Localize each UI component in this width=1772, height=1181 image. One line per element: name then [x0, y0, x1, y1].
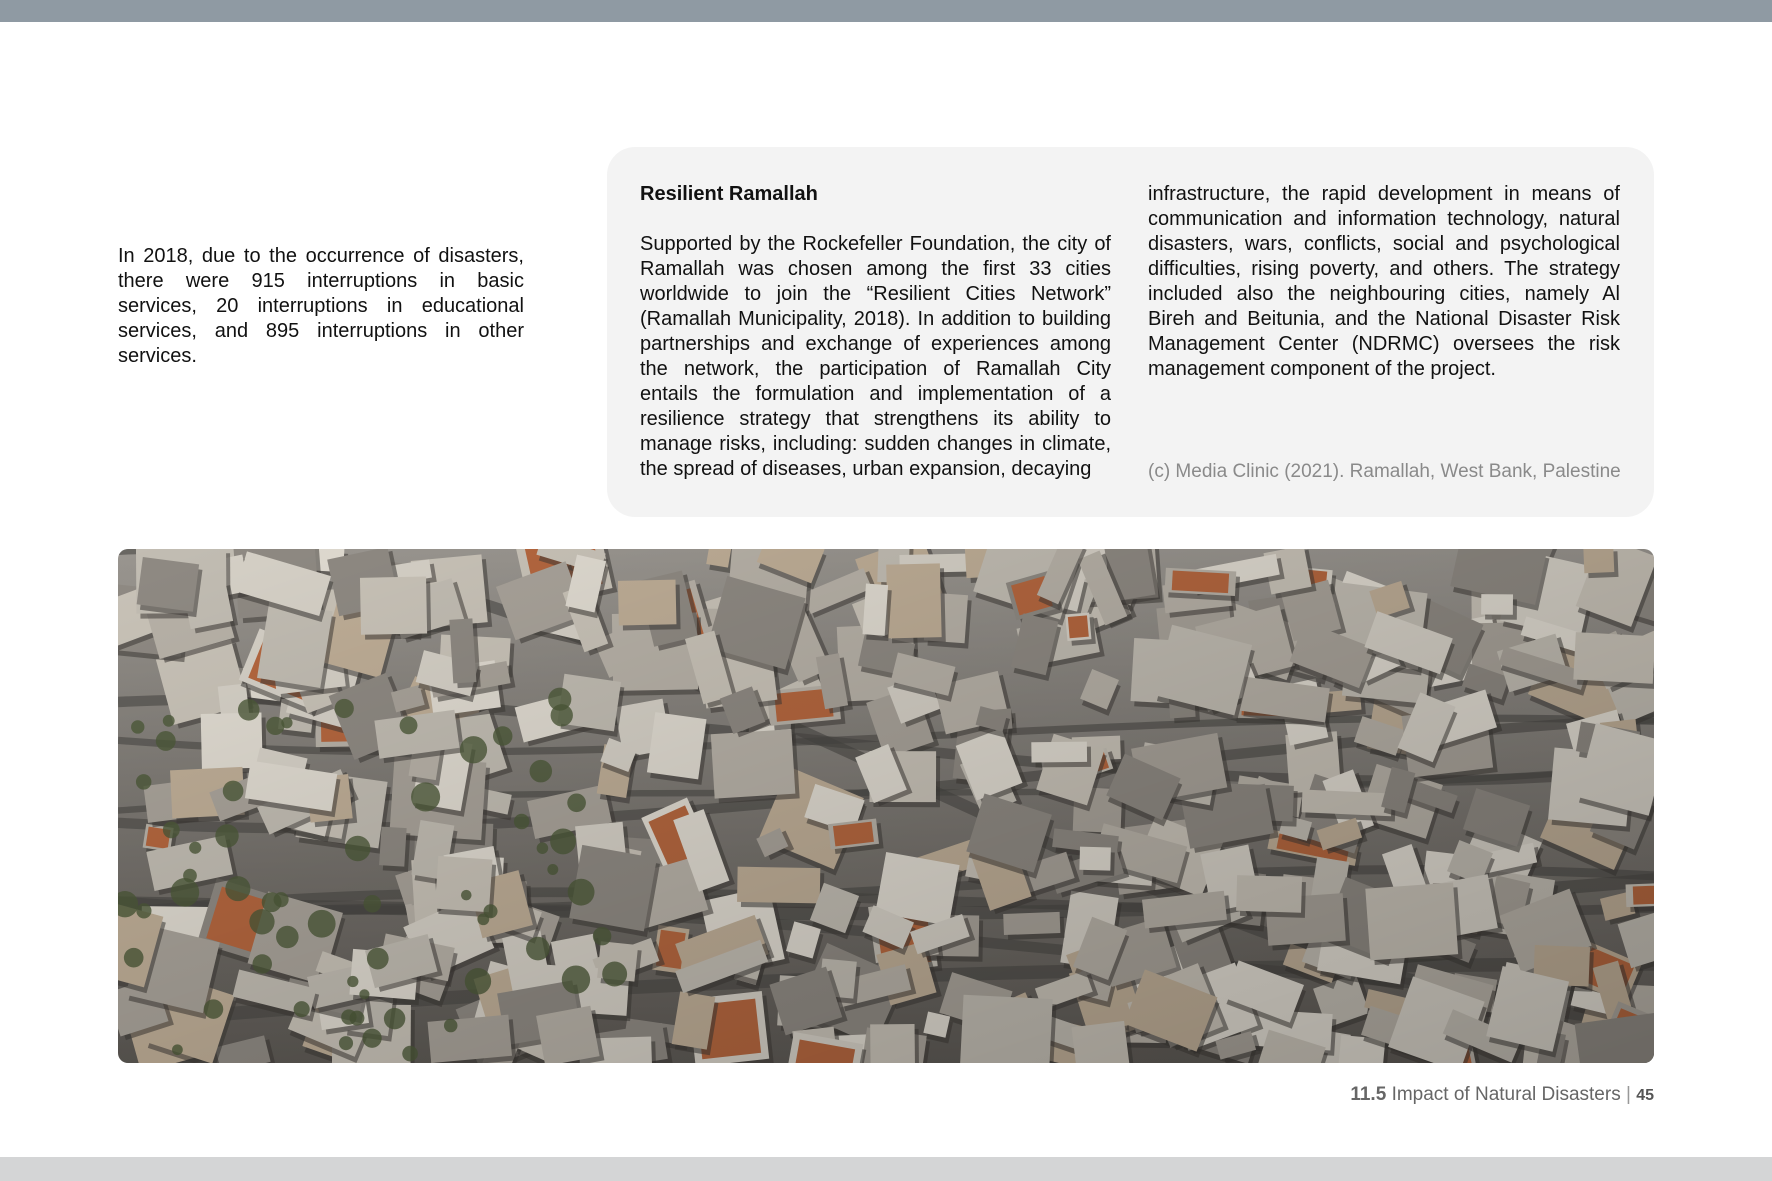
footer-title: Impact of Natural Disasters [1391, 1084, 1621, 1105]
box-left-column [640, 182, 1111, 482]
bottom-color-bar [0, 1157, 1772, 1181]
top-color-bar [0, 0, 1772, 22]
footer-section-number: 11.5 [1350, 1084, 1387, 1105]
intro-paragraph: In 2018, due to the occurrence of disasters, there were 915 interruptions in basic services, 20 interruptions in educational services, and 895 interruptions in other services. [118, 245, 524, 367]
photo-credit: (c) Media Clinic (2021). Ramallah, West Bank, Palestine [1148, 461, 1621, 482]
aerial-city-photo [118, 549, 1654, 1063]
box-body-right: infrastructure, the rapid development in means of communication and information technology, natural disasters, wars, conflicts, social and psychological difficulties, rising poverty, and others. The strategy included also the neighbouring cities, namely Al Bireh and Beitunia, and the National Disaster Risk Management Center (NDRMC) oversees the risk management component of the project. [1148, 183, 1620, 380]
box-body-left: Supported by the Rockefeller Foundation, the city of Ramallah was chosen among the first 33 cities worldwide to join the “Resilient Cities Network” (Ramallah Municipality, 2018). In addition to building partnerships and exchange of experiences among the network, the participation of Ramallah City entails the formulation and implementation of a resilience strategy that strengthens its ability to manage risks, including: sudden changes in climate, the spread of diseases, urban expansion, decaying [640, 233, 1111, 480]
footer-page-number: 45 [1636, 1087, 1654, 1104]
resilient-ramallah-box [607, 147, 1654, 517]
box-right-column [1148, 182, 1620, 382]
footer-separator: | [1625, 1084, 1631, 1105]
page-footer [1350, 1083, 1654, 1108]
box-title: Resilient Ramallah [640, 183, 818, 205]
